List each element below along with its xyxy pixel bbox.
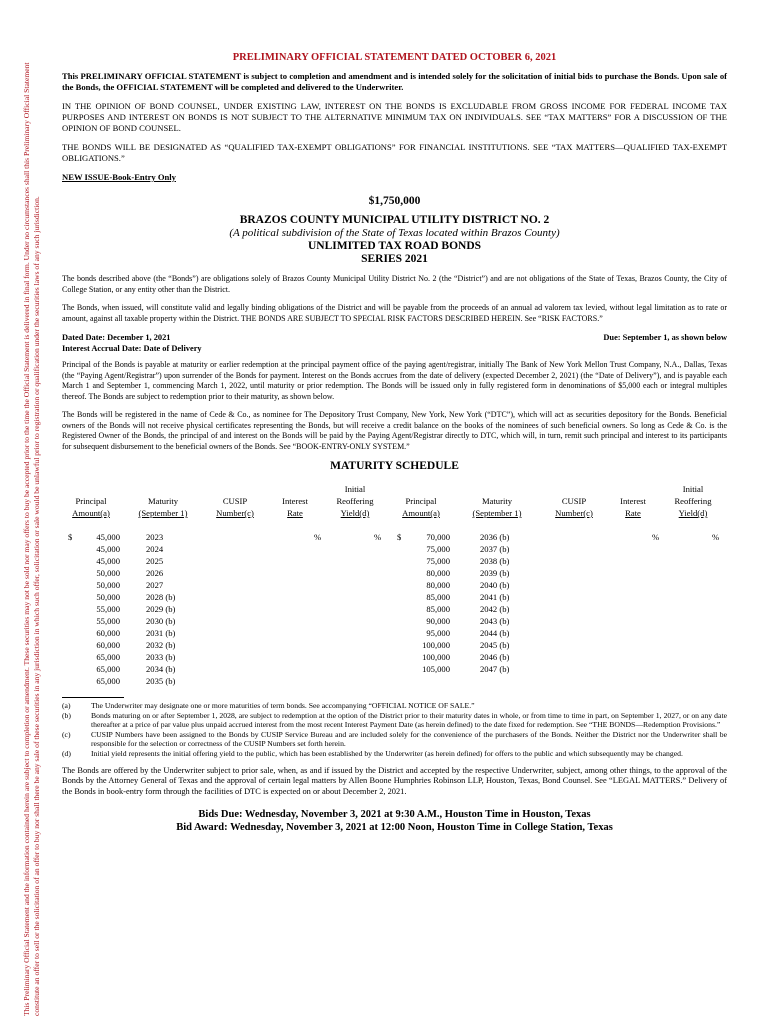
maturity-year-cell: 2032 (b)	[146, 640, 176, 650]
header-yield-left: Initial Reoffering Yield(d)	[336, 484, 374, 518]
maturity-year-cell: 2044 (b)	[480, 628, 510, 638]
principal-amount-cell: 80,000	[426, 568, 450, 578]
principal-amount-cell: 55,000	[96, 604, 120, 614]
principal-amount-cell: 90,000	[426, 616, 450, 626]
header-cusip-right: CUSIP Number(c)	[555, 496, 593, 518]
dates-row	[62, 332, 727, 354]
header-maturity-left: Maturity (September 1)	[138, 496, 188, 518]
bid-award: Bid Award: Wednesday, November 3, 2021 at 12:00 Noon, Houston Time in College Station, Texas	[176, 821, 613, 833]
maturity-year-cell: 2030 (b)	[146, 616, 176, 626]
footnote-text: Bonds maturing on or after September 1, 2028, are subject to redemption at the option of the District prior to their maturity dates in whole, or from time to time in part, on September 1, 2027, or on any date thereafter at a price of par value plus unpaid accrued interest from the most recent Interest Payment Date (as herein defined) to the date fixed for redemption. See “THE BONDS—Redemption Provisions.”	[91, 710, 727, 730]
principal-amount-cell: 65,000	[96, 664, 120, 674]
principal-amount-cell: 75,000	[426, 556, 450, 566]
maturity-year-cell: 2035 (b)	[146, 676, 176, 686]
percent-sign-rate-left: %	[314, 532, 322, 542]
footnote-label: (b)	[62, 710, 71, 720]
red-herring-legend-text: This Preliminary Official Statement and the information contained herein are subject to completion or amendment. These securities may not be sold nor may offers to buy be accepted prior to the time the Official Statement is delivered in final form. Under no circumstances shall this Preliminary Official Statement constitute an offer to sell or the solicitation of an offer to buy nor shall there be any sale of these securities in any jurisdiction in which such offer, solicitation or sale would be unlawful prior to registration or qualification under the securities laws of any such jurisdiction.	[22, 62, 42, 1016]
new-issue-label: NEW ISSUE-Book-Entry Only	[62, 172, 176, 182]
principal-amount-cell: 65,000	[96, 676, 120, 686]
header-yield-right: Initial Reoffering Yield(d)	[674, 484, 712, 518]
footnote-item	[62, 711, 727, 730]
principal-amount-cell: 65,000	[96, 652, 120, 662]
principal-amount-cell: 55,000	[96, 616, 120, 626]
maturity-year-cell: 2024	[146, 544, 164, 554]
header-cusip-left: CUSIP Number(c)	[216, 496, 254, 518]
maturity-year-cell: 2028 (b)	[146, 592, 176, 602]
bid-schedule	[62, 808, 727, 834]
interest-accrual-date: Interest Accrual Date: Date of Delivery	[62, 344, 202, 353]
principal-amount-cell: 45,000	[96, 532, 120, 542]
principal-amount-cell: 50,000	[96, 580, 120, 590]
principal-amount-cell: 105,000	[422, 664, 450, 674]
dated-date: Dated Date: December 1, 2021	[62, 333, 171, 342]
footnote-text: CUSIP Numbers have been assigned to the Bonds by CUSIP Service Bureau and are included solely for the convenience of the purchasers of the Bonds. Neither the District nor the Underwriter shall be responsible for the selection or correctness of the CUSIP Numbers set forth herein.	[91, 729, 727, 749]
footnote-item	[62, 730, 727, 749]
maturity-year-cell: 2047 (b)	[480, 664, 510, 674]
header-principal-left: Principal Amount(a)	[72, 496, 110, 518]
footnote-item	[62, 701, 727, 711]
principal-amount-cell: 100,000	[422, 652, 450, 662]
principal-amount-cell: 85,000	[426, 604, 450, 614]
maturity-year-cell: 2027	[146, 580, 164, 590]
footnote-text: Initial yield represents the initial offering yield to the public, which has been established by the Underwriter (as herein defined) for offers to the public and which subsequently may be changed.	[91, 748, 683, 758]
bond-title: UNLIMITED TAX ROAD BONDS	[307, 240, 482, 252]
maturity-year-cell: 2039 (b)	[480, 568, 510, 578]
maturity-year-cell: 2025	[146, 556, 164, 566]
principal-amount-cell: 45,000	[96, 544, 120, 554]
maturity-year-cell: 2045 (b)	[480, 640, 510, 650]
payment-paragraph: Principal of the Bonds is payable at maturity or earlier redemption at the principal payment office of the paying agent/registrar, initially The Bank of New York Mellon Trust Company, N.A., Dallas, Texas (the “Paying Agent/Registrar”) upon surrender of the Bonds for payment. Interest on the Bonds accrues from the date of delivery (expected December 2, 2021) (the “Date of Delivery”), and is payable each March 1 and September 1, commencing March 1, 2022, until maturity or prior redemption. The Bonds will be issued only in fully registered form in denominations of $5,000 each or integral multiples thereof. The Bonds are subject to redemption prior to their maturity, as shown below.	[62, 360, 727, 401]
principal-amount-cell: 60,000	[96, 628, 120, 638]
offering-terms-paragraph: The Bonds are offered by the Underwriter subject to prior sale, when, as and if issued by the District and accepted by the respective Underwriter, subject, among other things, to the approval of the Bonds by the Attorney General of Texas and the approval of certain legal matters by Allen Boone Humphries Robinson LLP, Houston, Texas, Bond Counsel. See “LEGAL MATTERS.” Delivery of the Bonds in book-entry form through the facilities of DTC is expected on or about December 2, 2021.	[62, 765, 727, 797]
principal-amount-cell: 80,000	[426, 580, 450, 590]
maturity-year-cell: 2034 (b)	[146, 664, 176, 674]
red-herring-legend	[0, 0, 52, 1024]
footnote-label: (c)	[62, 729, 71, 739]
percent-sign-yield-right: %	[712, 532, 720, 542]
bonds-security-paragraph: The Bonds, when issued, will constitute valid and legally binding obligations of the District and will be payable from the proceeds of an annual ad valorem tax levied, without legal limitation as to rate or amount, against all taxable property within the District. THE BONDS ARE SUBJECT TO SPECIAL RISK FACTORS DESCRIBED HEREIN. See “RISK FACTORS.”	[62, 303, 727, 323]
principal-amount-cell: 50,000	[96, 568, 120, 578]
maturity-year-cell: 2037 (b)	[480, 544, 510, 554]
maturity-year-cell: 2029 (b)	[146, 604, 176, 614]
maturity-year-cell: 2038 (b)	[480, 556, 510, 566]
percent-sign-yield-left: %	[374, 532, 382, 542]
maturity-schedule-title: MATURITY SCHEDULE	[330, 460, 459, 472]
intro-paragraph: This PRELIMINARY OFFICIAL STATEMENT is subject to completion and amendment and is intended solely for the solicitation of initial bids to purchase the Bonds. Upon sale of the Bonds, the OFFICIAL STATEMENT will be completed and delivered to the Underwriter.	[62, 71, 727, 92]
dollar-sign-left: $	[68, 532, 73, 542]
issuer-subdivision: (A political subdivision of the State of Texas located within Brazos County)	[229, 227, 560, 239]
footnote-rule	[62, 697, 124, 698]
percent-sign-rate-right: %	[652, 532, 660, 542]
header-interest-right: Interest Rate	[620, 496, 646, 518]
header-principal-right: Principal Amount(a)	[402, 496, 440, 518]
due-date: Due: September 1, as shown below	[603, 333, 727, 342]
maturity-year-cell: 2026	[146, 568, 164, 578]
bond-series: SERIES 2021	[361, 253, 428, 265]
maturity-year-cell: 2036 (b)	[480, 532, 510, 542]
right-amount-column	[402, 531, 450, 675]
bonds-description-paragraph: The bonds described above (the “Bonds”) are obligations solely of Brazos County Municipal Utility District No. 2 (the “District”) and are not obligations of the State of Texas, Brazos County, the City of College Station, or any entity other than the District.	[62, 274, 727, 294]
principal-amount-cell: 70,000	[426, 532, 450, 542]
footnote-label: (d)	[62, 748, 71, 758]
principal-amount-cell: 50,000	[96, 592, 120, 602]
document-page	[62, 52, 727, 834]
maturity-schedule-table	[62, 475, 727, 695]
maturity-year-cell: 2046 (b)	[480, 652, 510, 662]
principal-amount-cell: 45,000	[96, 556, 120, 566]
footnotes	[62, 701, 727, 759]
right-maturity-column	[480, 531, 534, 675]
designation-paragraph: THE BONDS WILL BE DESIGNATED AS “QUALIFIED TAX-EXEMPT OBLIGATIONS” FOR FINANCIAL INSTITUTIONS. SEE “TAX MATTERS—QUALIFIED TAX-EXEMPT OBLIGATIONS.”	[62, 142, 727, 163]
principal-amount-cell: 75,000	[426, 544, 450, 554]
bids-due: Bids Due: Wednesday, November 3, 2021 at 9:30 A.M., Houston Time in Houston, Texas	[198, 808, 591, 820]
principal-amount-cell: 60,000	[96, 640, 120, 650]
footnote-text: The Underwriter may designate one or more maturities of term bonds. See accompanying “OFFICIAL NOTICE OF SALE.”	[91, 701, 475, 710]
maturity-year-cell: 2041 (b)	[480, 592, 510, 602]
maturity-year-cell: 2043 (b)	[480, 616, 510, 626]
dollar-sign-right: $	[397, 532, 402, 542]
maturity-year-cell: 2033 (b)	[146, 652, 176, 662]
book-entry-paragraph: The Bonds will be registered in the name of Cede & Co., as nominee for The Depository Trust Company, New York, New York (“DTC”), which will act as securities depository for the Bonds. Beneficial owners of the Bonds will not receive physical certificates representing the Bonds, but will receive a credit balance on the books of the nominees of such beneficial owners. So long as Cede & Co. is the Registered Owner of the Bonds, the principal of and interest on the Bonds will be paid by the Paying Agent/Registrar directly to DTC, which will, in turn, remit such principal and interest to its participants for subsequent disbursement to the beneficial owners of the Bonds. See “BOOK-ENTRY-ONLY SYSTEM.”	[62, 410, 727, 451]
footnote-item	[62, 749, 727, 759]
principal-amount-cell: 100,000	[422, 640, 450, 650]
maturity-year-cell: 2040 (b)	[480, 580, 510, 590]
footnote-label: (a)	[62, 701, 71, 710]
preliminary-title: PRELIMINARY OFFICIAL STATEMENT DATED OCTOBER 6, 2021	[232, 52, 557, 63]
header-interest-left: Interest Rate	[282, 496, 308, 518]
maturity-year-cell: 2031 (b)	[146, 628, 176, 638]
left-amount-column	[78, 531, 120, 687]
offering-amount: $1,750,000	[368, 195, 421, 207]
tax-opinion-paragraph: IN THE OPINION OF BOND COUNSEL, UNDER EXISTING LAW, INTEREST ON THE BONDS IS EXCLUDABLE FROM GROSS INCOME FOR FEDERAL INCOME TAX PURPOSES AND INTEREST ON BONDS IS NOT SUBJECT TO THE ALTERNATIVE MINIMUM TAX ON INDIVIDUALS. SEE “TAX MATTERS” FOR A DISCUSSION OF THE OPINION OF BOND COUNSEL.	[62, 101, 727, 133]
issuer-name: BRAZOS COUNTY MUNICIPAL UTILITY DISTRICT NO. 2	[239, 214, 550, 226]
maturity-year-cell: 2023	[146, 532, 164, 542]
principal-amount-cell: 95,000	[426, 628, 450, 638]
maturity-year-cell: 2042 (b)	[480, 604, 510, 614]
header-maturity-right: Maturity (September 1)	[472, 496, 522, 518]
left-maturity-column	[146, 531, 200, 687]
principal-amount-cell: 85,000	[426, 592, 450, 602]
